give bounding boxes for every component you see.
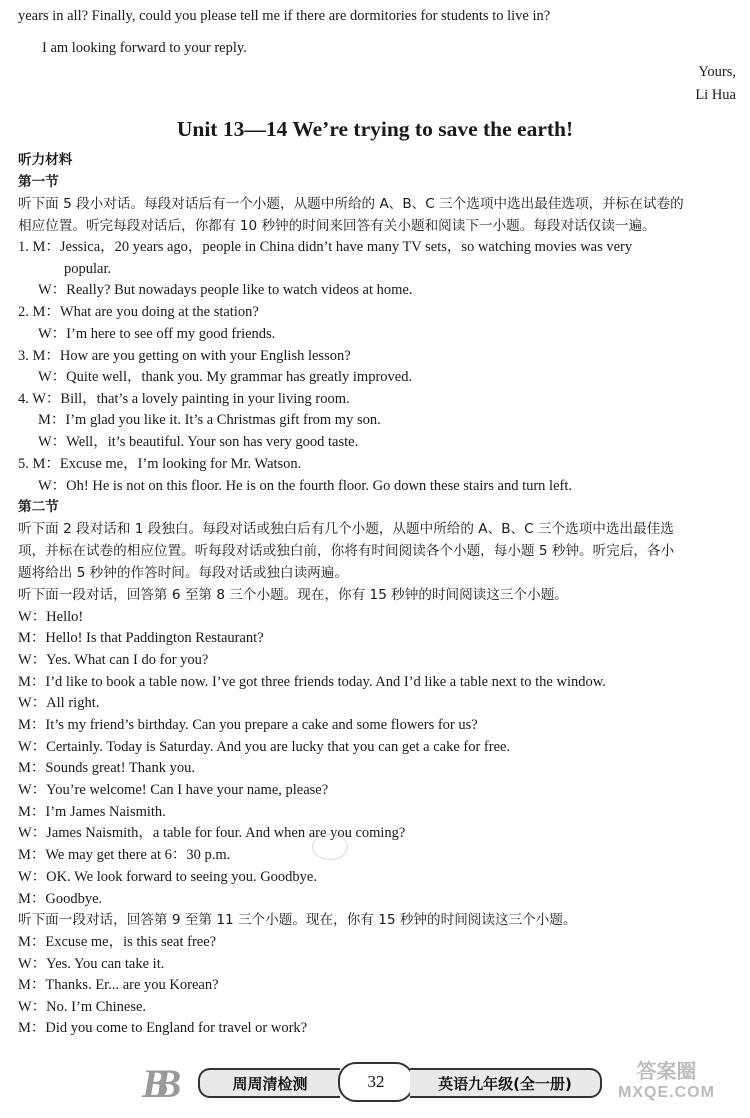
unit-title: Unit 13—14 We’re trying to save the earth! [176, 117, 574, 141]
publisher-logo: BB [142, 1061, 168, 1106]
dialogue-intro: 听下面一段对话，回答第 9 至第 11 三个小题。现在，你有 15 秒钟的时间阅读这三个小题。 [18, 912, 577, 928]
dialogue-line: 2. M：What are you doing at the station? [18, 304, 259, 320]
letter-signature: Li Hua [695, 87, 736, 103]
letter-text-line: I am looking forward to your reply. [42, 40, 247, 56]
dialogue-line: W：Quite well，thank you. My grammar has greatly improved. [38, 369, 413, 385]
watermark-site-name: 答案圈 [636, 1059, 697, 1083]
dialogue-line: 1. M：Jessica，20 years ago，people in China didn’t have many TV sets，so watching movies was very [18, 239, 633, 255]
dialogue-line: W：James Naismith，a table for four. And when are you coming? [18, 825, 406, 841]
dialogue-line: W：I’m here to see off my good friends. [38, 326, 276, 342]
dialogue-line: W：Yes. You can take it. [18, 956, 165, 972]
dialogue-line: W：Yes. What can I do for you? [18, 652, 209, 668]
series-banner: 周周清检测 [198, 1068, 340, 1098]
dialogue-line: M：It’s my friend’s birthday. Can you prepare a cake and some flowers for us? [18, 717, 478, 733]
book-title-banner: 英语九年级(全一册) [410, 1068, 602, 1098]
dialogue-line: 4. W：Bill，that’s a lovely painting in your living room. [18, 391, 350, 407]
dialogue-line: W：Well，it’s beautiful. Your son has very good taste. [38, 434, 359, 450]
dialogue-line: M：Goodbye. [18, 891, 103, 907]
dialogue-line: W：Hello! [18, 609, 84, 625]
dialogue-line: M：I’m James Naismith. [18, 804, 166, 820]
watermark [618, 1060, 715, 1104]
part2-heading: 第二节 [18, 499, 59, 515]
dialogue-line: W：OK. We look forward to seeing you. Goodbye. [18, 869, 317, 885]
dialogue-intro: 听下面一段对话，回答第 6 至第 8 三个小题。现在，你有 15 秒钟的时间阅读这三个小题。 [18, 587, 568, 603]
dialogue-line: 3. M：How are you getting on with your English lesson? [18, 348, 351, 364]
letter-text-line: years in all? Finally, could you please tell me if there are dormitories for students to live in? [18, 8, 551, 24]
watermark-stamp [546, 200, 582, 226]
dialogue-line: popular. [64, 261, 112, 277]
dialogue-line: W：Oh! He is not on this floor. He is on the fourth floor. Go down these stairs and turn left. [38, 478, 573, 494]
part1-instruction-line: 听下面 5 段小对话。每段对话后有一个小题，从题中所给的 A、B、C 三个选项中选出最佳选项，并标在试卷的 [18, 196, 684, 212]
dialogue-line: W：No. I’m Chinese. [18, 999, 147, 1015]
dialogue-line: M：I’m glad you like it. It’s a Christmas gift from my son. [38, 412, 381, 428]
dialogue-line: W：Certainly. Today is Saturday. And you are lucky that you can get a cake for free. [18, 739, 511, 755]
part2-instruction-line: 项，并标在试卷的相应位置。听每段对话或独白前，你将有时间阅读各个小题，每小题 5 秒钟。听完后，各小 [18, 543, 675, 559]
dialogue-line: M：Sounds great! Thank you. [18, 760, 195, 776]
dialogue-line: M：Did you come to England for travel or work? [18, 1020, 308, 1036]
watermark-stamp [312, 834, 348, 860]
part2-instruction-line: 听下面 2 段对话和 1 段独白。每段对话或独白后有几个小题，从题中所给的 A、B、C 三个选项中选出最佳选 [18, 521, 674, 537]
dialogue-line: M：Excuse me，is this seat free? [18, 934, 217, 950]
dialogue-line: 5. M：Excuse me，I’m looking for Mr. Watson. [18, 456, 302, 472]
part1-instruction-line: 相应位置。听完每段对话后，你都有 10 秒钟的时间来回答有关小题和阅读下一小题。每段对话仅读一遍。 [18, 218, 656, 234]
dialogue-line: M：Thanks. Er... are you Korean? [18, 977, 219, 993]
part2-instruction-line: 题将给出 5 秒钟的作答时间。每段对话或独白读两遍。 [18, 565, 348, 581]
dialogue-line: W：All right. [18, 695, 100, 711]
watermark-url: MXQE.COM [618, 1084, 715, 1101]
part1-heading: 第一节 [18, 174, 59, 190]
dialogue-line: W：You’re welcome! Can I have your name, please? [18, 782, 329, 798]
dialogue-line: M：Hello! Is that Paddington Restaurant? [18, 630, 264, 646]
dialogue-line: M：We may get there at 6：30 p.m. [18, 847, 231, 863]
dialogue-line: W：Really? But nowadays people like to watch videos at home. [38, 282, 413, 298]
letter-closing: Yours, [698, 64, 736, 80]
page-number: 32 [338, 1062, 414, 1102]
dialogue-line: M：I’d like to book a table now. I’ve got three friends today. And I’d like a table next to the window. [18, 674, 606, 690]
section-heading: 听力材料 [18, 152, 73, 168]
